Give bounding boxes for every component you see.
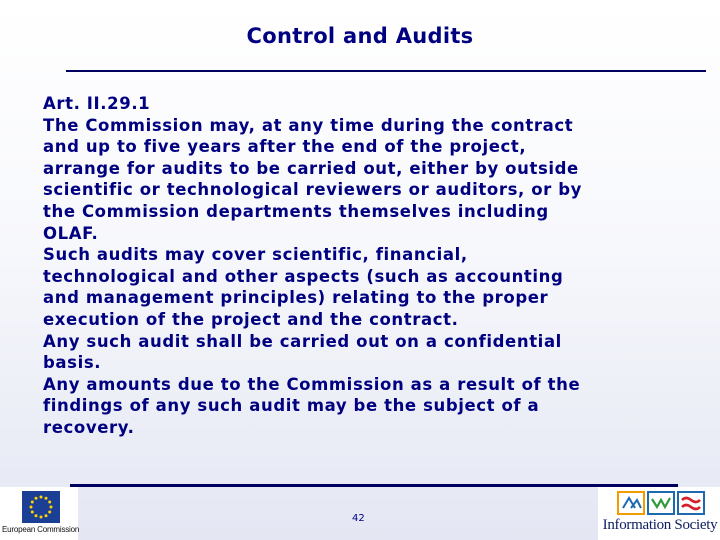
information-society-icon — [616, 489, 706, 517]
paragraph-confidentiality: Any such audit shall be carried out on a confidential basis. — [43, 331, 562, 373]
article-reference: Art. II.29.1 — [43, 94, 151, 113]
information-society-logo — [598, 487, 720, 540]
title-divider — [66, 70, 706, 72]
paragraph-recovery: Any amounts due to the Commission as a result of the findings of any such audit may be the subject of a recovery. — [43, 374, 581, 437]
page-number: 42 — [352, 513, 365, 524]
paragraph-audit-scope: Such audits may cover scientific, financial, technological and other aspects (such as accounting and management principles) relating to the proper execution of the project and the contract. — [43, 245, 564, 329]
information-society-label: Information Society — [602, 517, 718, 533]
paragraph-audit-right: The Commission may, at any time during the contract and up to five years after the end of the project, arrange for audits to be carried out, either by outside scientific or technological reviewers or auditors, or by the Commission departments themselves including OLAF. — [43, 115, 582, 243]
slide-title: Control and Audits — [246, 24, 474, 48]
european-commission-logo — [0, 487, 78, 540]
slide-body — [43, 93, 683, 439]
footer-divider — [70, 484, 678, 487]
european-commission-label: European Commission — [2, 525, 80, 534]
eu-flag-icon — [22, 491, 60, 523]
